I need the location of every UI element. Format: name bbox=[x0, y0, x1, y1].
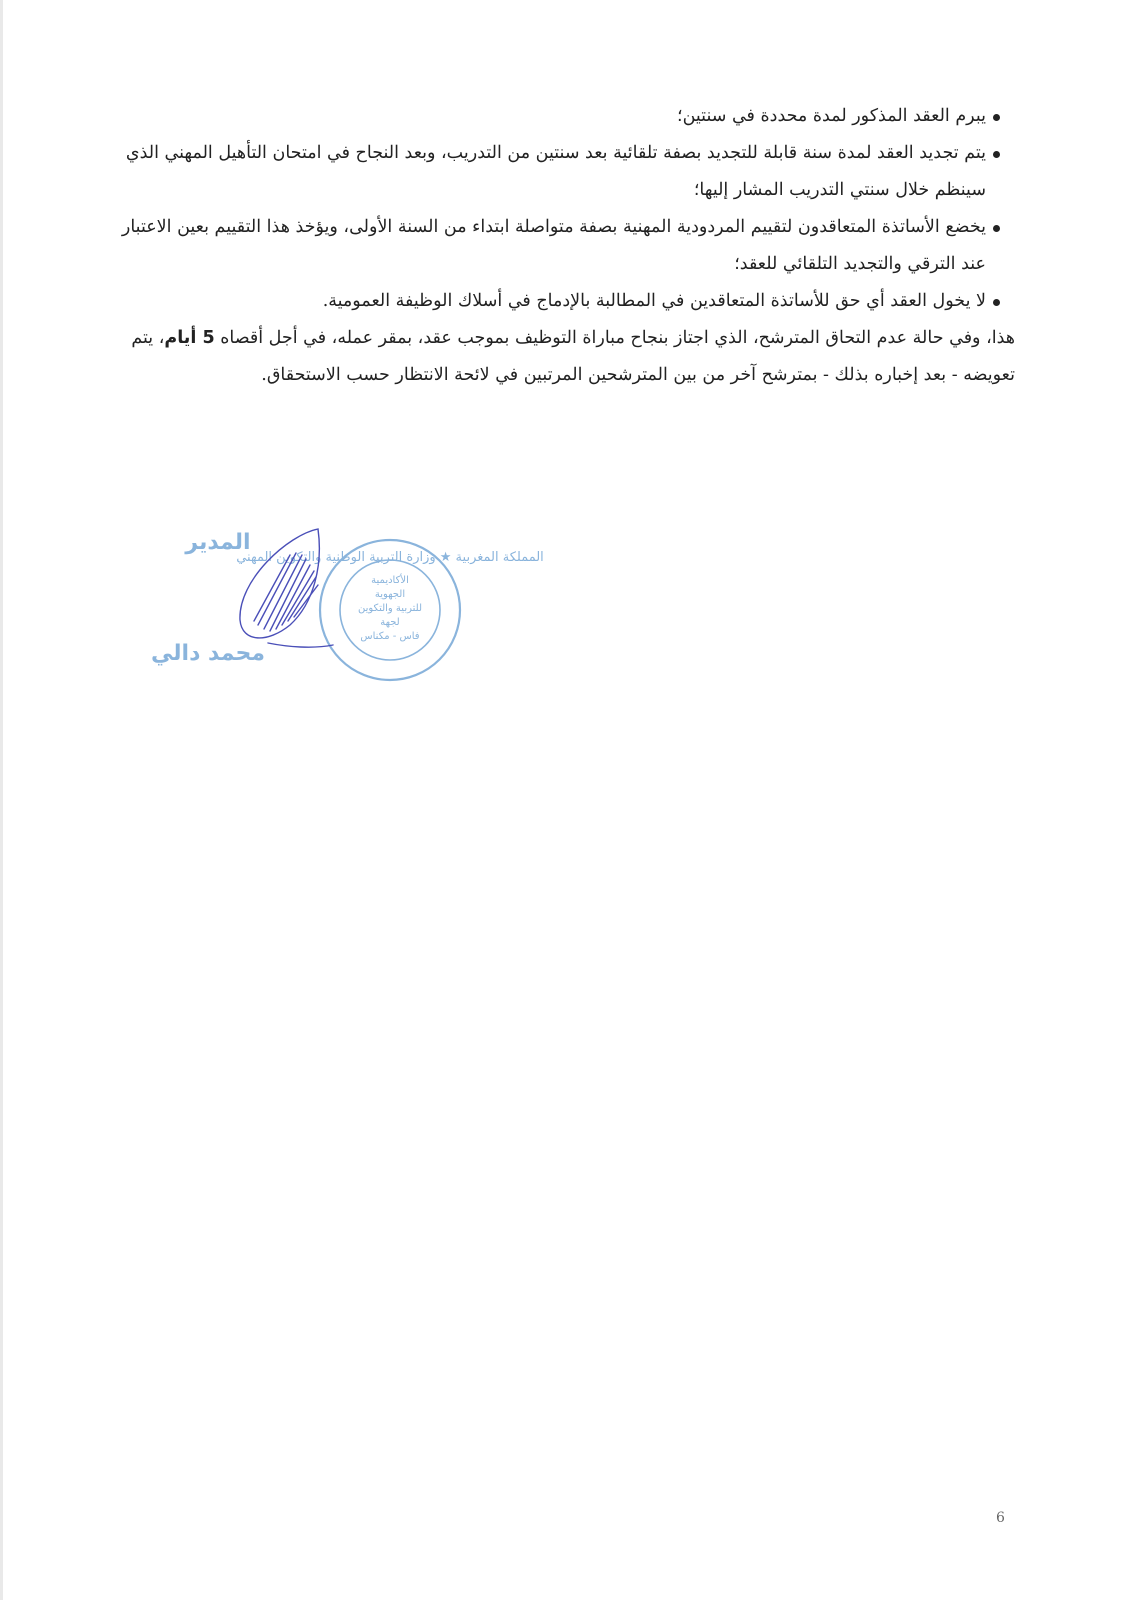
scan-edge bbox=[0, 0, 3, 1600]
bullet-icon bbox=[993, 151, 1000, 158]
stamp-inner-line: لجهة bbox=[380, 617, 400, 628]
stamp-inner-line: فاس - مكناس bbox=[360, 631, 420, 642]
official-seal-icon bbox=[236, 540, 544, 680]
list-item: يبرم العقد المذكور لمدة محددة في سنتين؛ bbox=[115, 98, 1000, 135]
bullet-icon bbox=[993, 114, 1000, 121]
handwritten-signature-icon bbox=[240, 529, 333, 647]
deadline-term: 5 أيام bbox=[164, 328, 215, 348]
signature-stamp-graphic bbox=[118, 525, 544, 700]
bullet-icon bbox=[993, 225, 1000, 232]
document-body bbox=[115, 98, 1015, 394]
conditions-list bbox=[115, 98, 1015, 320]
list-item: يخضع الأساتذة المتعاقدون لتقييم المردودية المهنية بصفة متواصلة ابتداء من السنة الأولى، ويؤخذ هذا التقييم بعين الاعتبار عند الترقي والتجديد التلقائي للعقد؛ bbox=[115, 209, 1000, 283]
stamp-outer-text: المملكة المغربية ★ وزارة التربية الوطنية والتكوين المهني bbox=[236, 550, 544, 565]
page-number: 6 bbox=[996, 1510, 1005, 1526]
signature-block bbox=[118, 525, 544, 700]
director-title: المدير bbox=[185, 530, 251, 555]
stamp-inner-line: الجهوية bbox=[374, 589, 406, 600]
closing-paragraph: هذا، وفي حالة عدم التحاق المترشح، الذي اجتاز بنجاح مباراة التوظيف بموجب عقد، بمقر عمله، في أجل أقصاه 5 أيام، يتم تعويضه - بعد إخباره بذلك - بمترشح آخر من بين المترشحين المرتبين في لائحة الانتظار حسب الاستحقاق. bbox=[131, 328, 1015, 385]
stamp-inner-line: الأكاديمية bbox=[371, 575, 409, 586]
list-item: لا يخول العقد أي حق للأساتذة المتعاقدين في المطالبة بالإدماج في أسلاك الوظيفة العمومية. bbox=[115, 283, 1000, 320]
stamp-inner-line: للتربية والتكوين bbox=[358, 603, 422, 614]
director-name: محمد دالي bbox=[151, 641, 265, 666]
list-item: يتم تجديد العقد لمدة سنة قابلة للتجديد بصفة تلقائية بعد سنتين من التدريب، وبعد النجاح في امتحان التأهيل المهني الذي سينظم خلال سنتي التدريب المشار إليها؛ bbox=[115, 135, 1000, 209]
bullet-icon bbox=[993, 299, 1000, 306]
